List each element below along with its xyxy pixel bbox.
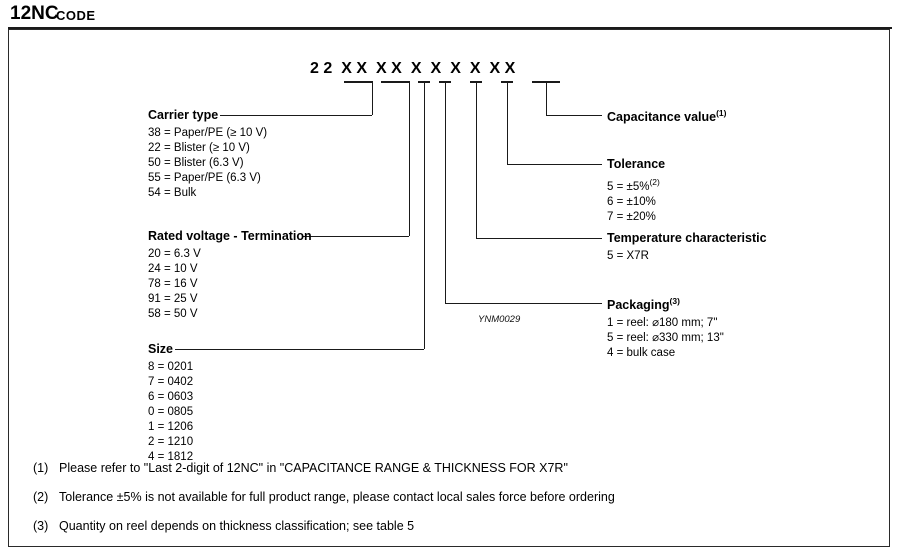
block-item: 58 = 50 V: [148, 308, 198, 320]
block-carrier-type: [148, 108, 267, 201]
footnote-text: Quantity on reel depends on thickness classification; see table 5: [59, 519, 415, 533]
footnote-3: [33, 519, 414, 533]
block-item: 20 = 6.3 V: [148, 248, 201, 260]
page-title-bar: [8, 2, 892, 28]
footnote-number: (3): [33, 519, 49, 533]
code-group: 2 2: [310, 60, 333, 77]
code-group: X: [430, 60, 442, 77]
block-header-label: Capacitance value: [607, 110, 717, 125]
footnote-ref: (3): [669, 296, 680, 306]
footnote-text: Please refer to "Last 2-digit of 12NC" in "CAPACITANCE RANGE & THICKNESS FOR X7R": [59, 461, 568, 475]
block-header: Carrier type: [148, 108, 219, 122]
code-underline-voltage: [381, 81, 409, 83]
leader-line-size-horizontal: [175, 349, 424, 350]
block-rated-voltage: [148, 229, 312, 322]
leader-line-tolerance-horizontal: [507, 164, 602, 165]
footnote-number: (1): [33, 461, 49, 475]
footnote-ref: (1): [716, 108, 727, 118]
block-item: 24 = 10 V: [148, 263, 198, 275]
block-item: 7 = ±20%: [607, 210, 656, 223]
footnote-ref: (2): [649, 177, 660, 187]
block-item: 5 = X7R: [607, 250, 649, 262]
block-item: 0 = 0805: [148, 406, 194, 418]
drawing-id: YNM0029: [478, 314, 521, 325]
leader-line-temperature-vertical: [476, 81, 477, 238]
block-header: [607, 108, 726, 124]
block-item: 38 = Paper/PE (≥ 10 V): [148, 127, 268, 139]
block-header: Temperature characteristic: [607, 231, 767, 245]
block-item: 78 = 16 V: [148, 278, 198, 290]
block-item: 1 = reel: ⌀180 mm; 7": [607, 317, 718, 330]
block-header: Rated voltage - Termination: [148, 229, 312, 243]
code-group: X: [450, 60, 461, 77]
block-item: 2 = 1210: [148, 436, 194, 448]
footnote-number: (2): [33, 490, 49, 504]
leader-line-capacitance-horizontal: [546, 115, 602, 116]
block-size: [148, 342, 193, 465]
block-item: 4 = 1812: [148, 451, 194, 463]
block-header-label: Packaging: [607, 298, 670, 313]
block-capacitance-value: [607, 108, 726, 124]
block-item: 6 = ±10%: [607, 195, 656, 208]
block-item: 1 = 1206: [148, 421, 194, 433]
block-item: 8 = 0201: [148, 361, 194, 373]
block-header: Size: [148, 342, 174, 356]
block-tolerance: [607, 157, 665, 225]
leader-line-carrier-vertical: [372, 81, 373, 115]
part-number-code: [310, 60, 524, 78]
page-title-sub: CODE: [56, 8, 96, 23]
block-item: 6 = 0603: [148, 391, 194, 403]
block-item: 7 = 0402: [148, 376, 194, 388]
code-group: X X: [341, 60, 368, 77]
code-group: X X: [489, 60, 516, 77]
block-item: 55 = Paper/PE (6.3 V): [148, 172, 261, 184]
leader-line-capacitance-vertical: [546, 81, 547, 115]
block-item: 50 = Blister (6.3 V): [148, 157, 244, 169]
footnote-text: Tolerance ±5% is not available for full product range, please contact local sales force before ordering: [59, 490, 615, 504]
leader-line-tolerance-vertical: [507, 81, 508, 164]
block-item: 22 = Blister (≥ 10 V): [148, 142, 250, 154]
footnote-1: [33, 461, 568, 475]
block-item: 91 = 25 V: [148, 293, 198, 305]
block-header: Tolerance: [607, 157, 666, 171]
footnote-2: [33, 490, 615, 504]
block-header: [607, 296, 724, 312]
block-item-label: 5 = ±5%: [607, 180, 650, 193]
leader-line-size-vertical: [424, 81, 425, 349]
block-item: [607, 175, 665, 195]
leader-line-voltage-vertical: [409, 81, 410, 236]
leader-line-temperature-horizontal: [476, 238, 602, 239]
block-item: 54 = Bulk: [148, 187, 197, 199]
code-group: X X: [376, 60, 402, 77]
leader-line-packaging-horizontal: [445, 303, 602, 304]
leader-line-voltage-horizontal: [303, 236, 409, 237]
block-temperature-characteristic: [607, 231, 767, 264]
block-packaging: [607, 296, 724, 361]
leader-line-packaging-vertical: [445, 81, 446, 303]
code-group: X: [410, 60, 422, 77]
code-group: X: [469, 60, 481, 77]
code-underline-carrier: [344, 81, 372, 83]
block-item: 5 = reel: ⌀330 mm; 13": [607, 332, 724, 345]
block-item: 4 = bulk case: [607, 347, 676, 360]
page-title-main: 12NC: [10, 3, 59, 24]
